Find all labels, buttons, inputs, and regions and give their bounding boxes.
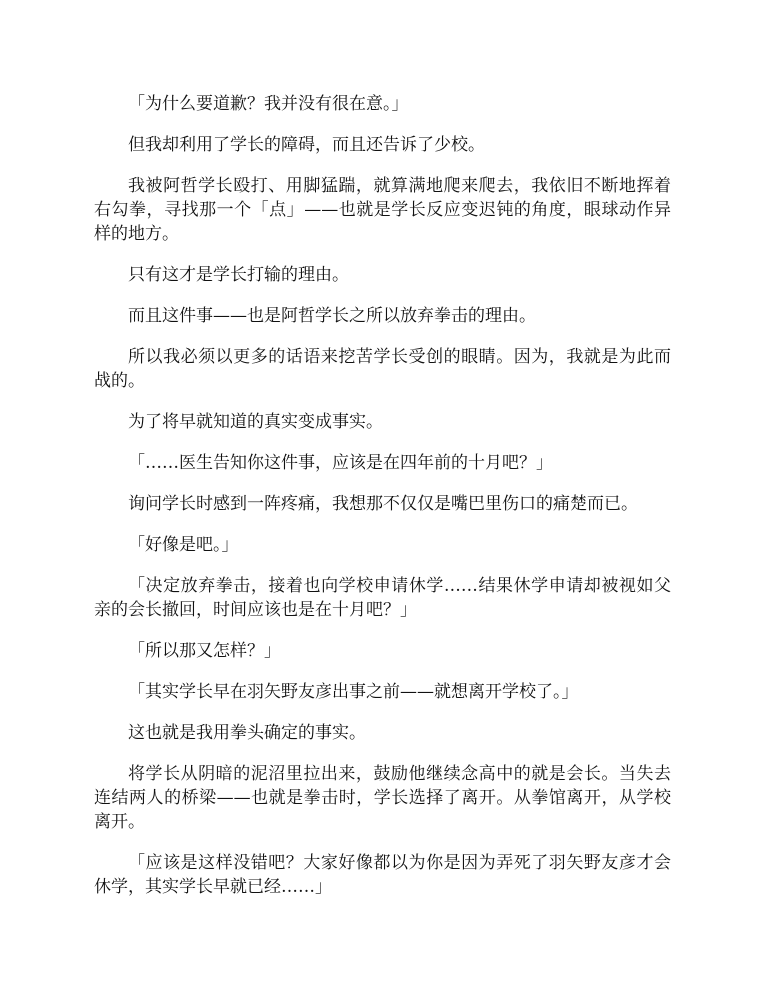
paragraph: 「为什么要道歉？我并没有很在意。」	[128, 94, 409, 114]
paragraph: 「其实学长早在羽矢野友彦出事之前——就想离开学校了。」	[128, 682, 579, 702]
paragraph: 「……医生告知你这件事，应该是在四年前的十月吧？」	[128, 453, 553, 473]
paragraph: 我被阿哲学长殴打、用脚猛踹，就算满地爬来爬去，我依旧不断地挥着右勾拳，寻找那一个「点」——也就是学长反应变迟钝的角度，眼球动作异样的地方。	[94, 176, 671, 244]
paragraph: 但我却利用了学长的障碍，而且还告诉了少校。	[128, 135, 485, 155]
paragraph: 这也就是我用拳头确定的事实。	[128, 723, 366, 743]
paragraph: 「决定放弃拳击，接着也向学校申请休学……结果休学申请却被视如父亲的会长撤回，时间应该也是在十月吧？」	[94, 576, 671, 620]
paragraph: 只有这才是学长打输的理由。	[128, 265, 349, 285]
paragraph: 而且这件事——也是阿哲学长之所以放弃拳击的理由。	[128, 306, 536, 326]
paragraph: 「应该是这样没错吧？大家好像都以为你是因为弄死了羽矢野友彦才会休学，其实学长早就已经……」	[94, 853, 671, 897]
paragraph: 「好像是吧。」	[128, 535, 239, 555]
paragraph: 询问学长时感到一阵疼痛，我想那不仅仅是嘴巴里伤口的痛楚而已。	[128, 494, 638, 514]
paragraph: 「所以那又怎样？」	[128, 641, 281, 661]
paragraph: 将学长从阴暗的泥沼里拉出来，鼓励他继续念高中的就是会长。当失去连结两人的桥梁——也就是拳击时，学长选择了离开。从拳馆离开，从学校离开。	[94, 764, 671, 832]
paragraph: 所以我必须以更多的话语来挖苦学长受创的眼睛。因为，我就是为此而战的。	[94, 347, 671, 391]
paragraph: 为了将早就知道的真实变成事实。	[128, 412, 383, 432]
